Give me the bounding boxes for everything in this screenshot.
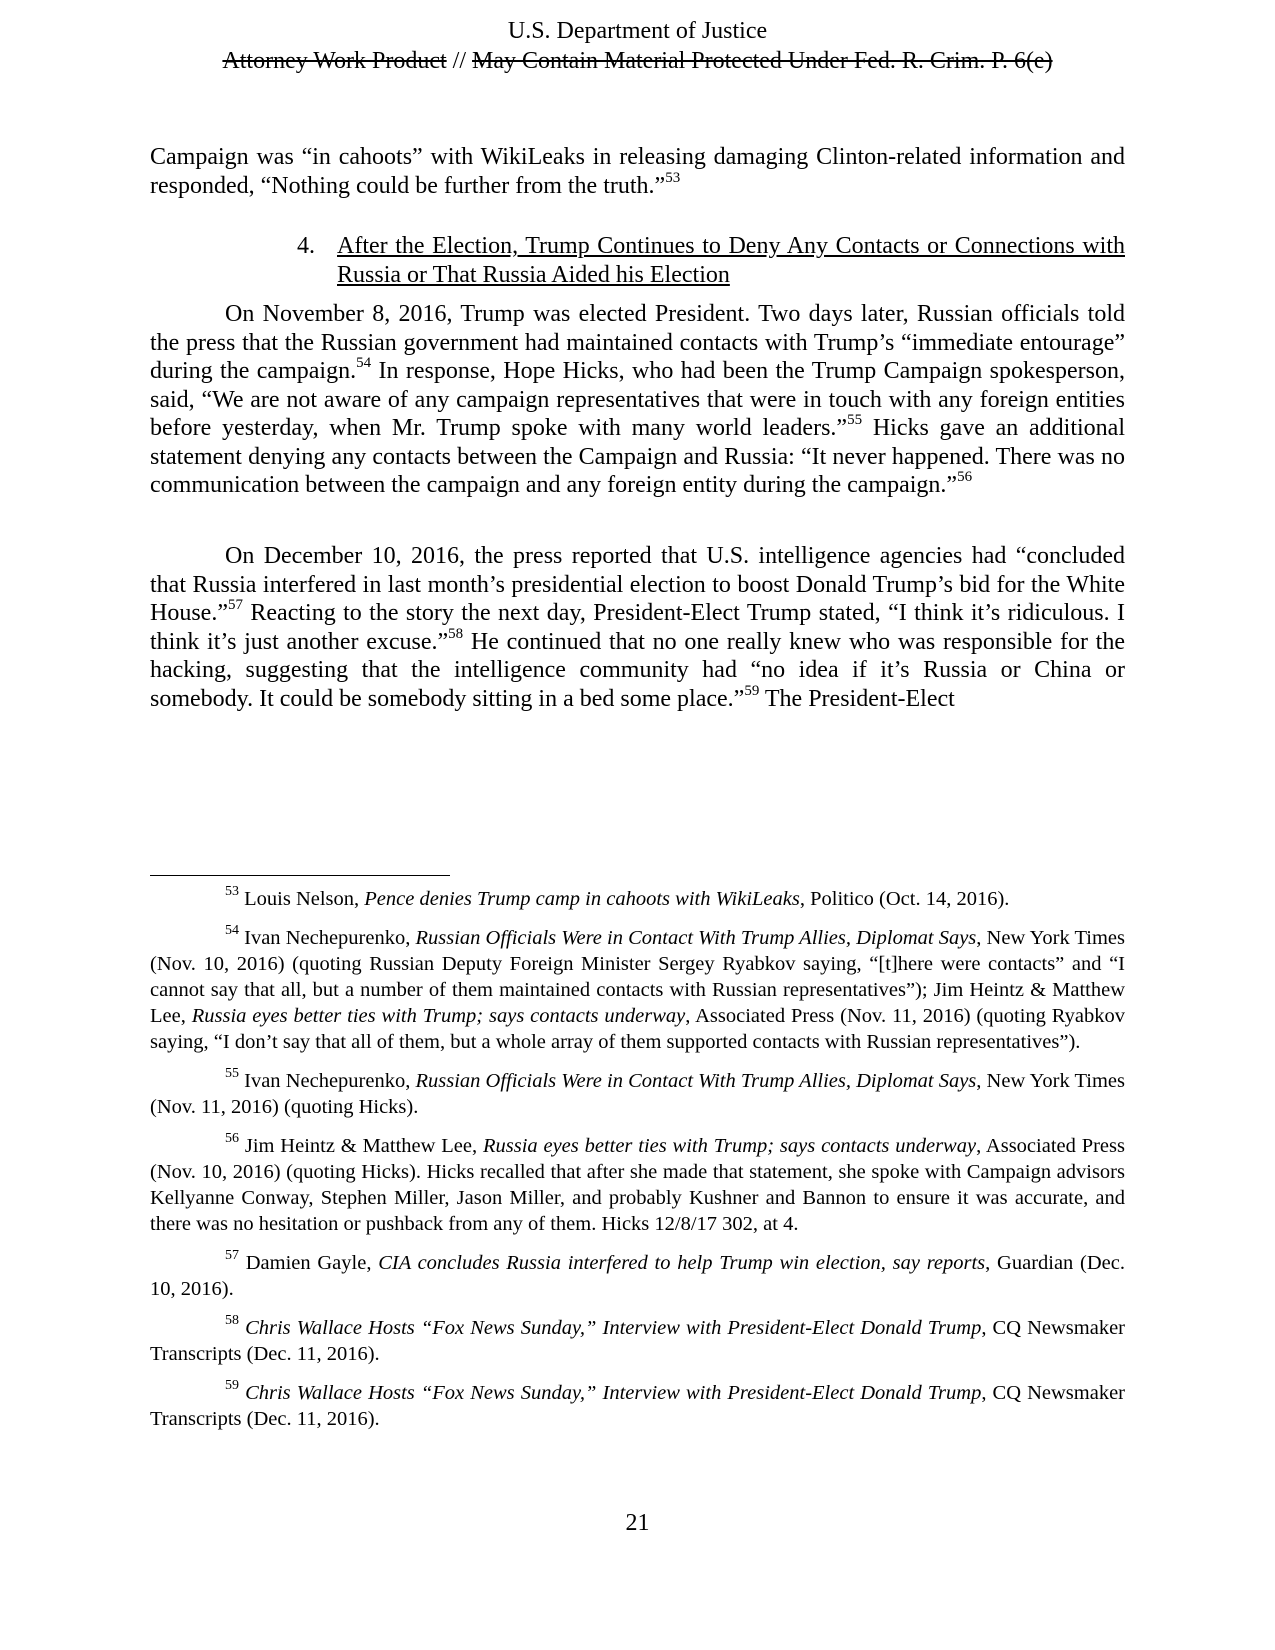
footnote-number: 58 [225,1313,239,1329]
paragraph-text: Reacting to the story the next day, President-Elect Trump stated, “I think it’s ridiculous. I think it’s just another excuse.” [150,600,1125,655]
footnote-title: Pence denies Trump camp in cahoots with WikiLeaks [364,888,800,910]
footnote-59 [150,1380,1125,1432]
footnote-text: Jim Heintz & Matthew Lee, [239,1135,483,1157]
footnote-ref-55: 55 [847,412,863,428]
section-heading [150,232,1125,289]
footnote-text: , New York Times (Nov. 11, 2016) (quoting Hicks). [150,1070,1125,1118]
paragraph-text: The President-Elect [759,685,955,712]
footnote-53 [150,886,1125,912]
page-header [0,16,1275,76]
marking-separator: // [446,48,473,74]
footnote-ref-57: 57 [227,597,243,613]
footnote-title: Russia eyes better ties with Trump; says contacts underway [191,1005,686,1027]
footnote-title: Chris Wallace Hosts “Fox News Sunday,” Interview with President-Elect Donald Trump [245,1317,982,1339]
paragraph-intelligence [150,542,1125,713]
footnote-ref-53: 53 [665,169,681,186]
footnote-title: Russia eyes better ties with Trump; says contacts underway [482,1135,977,1157]
footnote-55 [150,1068,1125,1120]
paragraph-election [150,300,1125,500]
section-title: After the Election, Trump Continues to Deny Any Contacts or Connections with Russia or That Russia Aided his Election [337,233,1125,288]
footnote-text: Louis Nelson, [239,888,365,910]
footnote-text: , Associated Press (Nov. 11, 2016) (quoting Ryabkov saying, “I don’t say that all of them, but a whole array of them supported contacts with Russian representatives”). [150,1005,1125,1053]
paragraph-text: In response, Hope Hicks, who had been the Trump Campaign spokesperson, said, “We are not aware of any campaign representatives that were in touch with any foreign entities before yesterday, when Mr. Trump spoke with many world leaders.” [150,358,1126,441]
footnote-number: 59 [225,1378,239,1394]
footnote-text: Damien Gayle, [239,1252,379,1274]
footnote-text: Ivan Nechepurenko, [239,927,416,949]
footnote-ref-56: 56 [957,469,973,485]
footnote-number: 56 [225,1131,239,1147]
footnote-number: 55 [225,1066,239,1082]
continued-paragraph [150,143,1125,200]
footnote-title: Russian Officials Were in Contact With Trump Allies, Diplomat Says [415,1070,977,1092]
footnote-text: , New York Times (Nov. 10, 2016) (quoting Russian Deputy Foreign Minister Sergey Ryabkov saying, “[t]here were contacts” and “I cannot say that all, but a number of them maintained contacts with Russian representatives”); Jim Heintz & Matthew Lee, [150,927,1125,1027]
paragraph-text: On December 10, 2016, the press reported that U.S. intelligence agencies had “concluded that Russia interfered in last month’s presidential election to boost Donald Trump’s bid for the White House.” [150,543,1125,626]
footnote-number: 57 [225,1248,239,1264]
page-number: 21 [625,1510,650,1536]
grand-jury-marking: May Contain Material Protected Under Fed. R. Crim. P. 6(e) [472,48,1053,74]
footnote-title: Chris Wallace Hosts “Fox News Sunday,” Interview with President-Elect Donald Trump [245,1382,982,1404]
footnote-title: CIA concludes Russia interfered to help Trump win election, say reports [378,1252,986,1274]
footnote-text: , Associated Press (Nov. 10, 2016) (quoting Hicks). Hicks recalled that after she made that statement, she spoke with Campaign advisors Kellyanne Conway, Stephen Miller, Jason Miller, and probably Kushner and Bannon to ensure it was accurate, and there was no hesitation or pushback from any of them. Hicks 12/8/17 302, at 4. [150,1135,1125,1235]
footnote-title: Russian Officials Were in Contact With Trump Allies, Diplomat Says [415,927,977,949]
agency-name: U.S. Department of Justice [507,18,768,44]
footnote-54 [150,925,1125,1055]
footnote-57 [150,1250,1125,1302]
paragraph-text: Hicks gave an additional statement denying any contacts between the Campaign and Russia: “It never happened. There was no communication between the campaign and any foreign entity during the campaign.” [150,415,1125,498]
paragraph-text: On November 8, 2016, Trump was elected President. Two days later, Russian officials told the press that the Russian government had maintained contacts with Trump’s “immediate entourage” during the campaign. [150,301,1125,384]
protective-marking [0,46,1275,76]
paragraph-text: He continued that no one really knew who was responsible for the hacking, suggesting that the intelligence community had “no idea if it’s Russia or China or somebody. It could be somebody sitting in a bed some place.” [150,628,1125,712]
footnote-number: 54 [225,923,239,939]
footnote-text: , Politico (Oct. 14, 2016). [799,888,1010,910]
footnote-text: , CQ Newsmaker Transcripts (Dec. 11, 2016). [150,1382,1125,1430]
footnote-text: , CQ Newsmaker Transcripts (Dec. 11, 2016). [150,1317,1125,1365]
footnote-text: , Guardian (Dec. 10, 2016). [150,1252,1126,1300]
footnote-text: Ivan Nechepurenko, [239,1070,416,1092]
work-product-marking: Attorney Work Product [222,48,447,74]
footnote-divider [150,875,450,876]
footnote-58 [150,1315,1125,1367]
footnote-56 [150,1133,1125,1237]
paragraph-text: Campaign was “in cahoots” with WikiLeaks in releasing damaging Clinton-related information and responded, “Nothing could be further from the truth.” [150,144,1125,199]
footnote-ref-58: 58 [448,625,464,642]
footnotes [150,886,1125,1445]
footnote-ref-59: 59 [744,682,760,699]
section-number: 4. [297,233,315,259]
footnote-ref-54: 54 [356,355,372,371]
footnote-number: 53 [225,884,239,900]
